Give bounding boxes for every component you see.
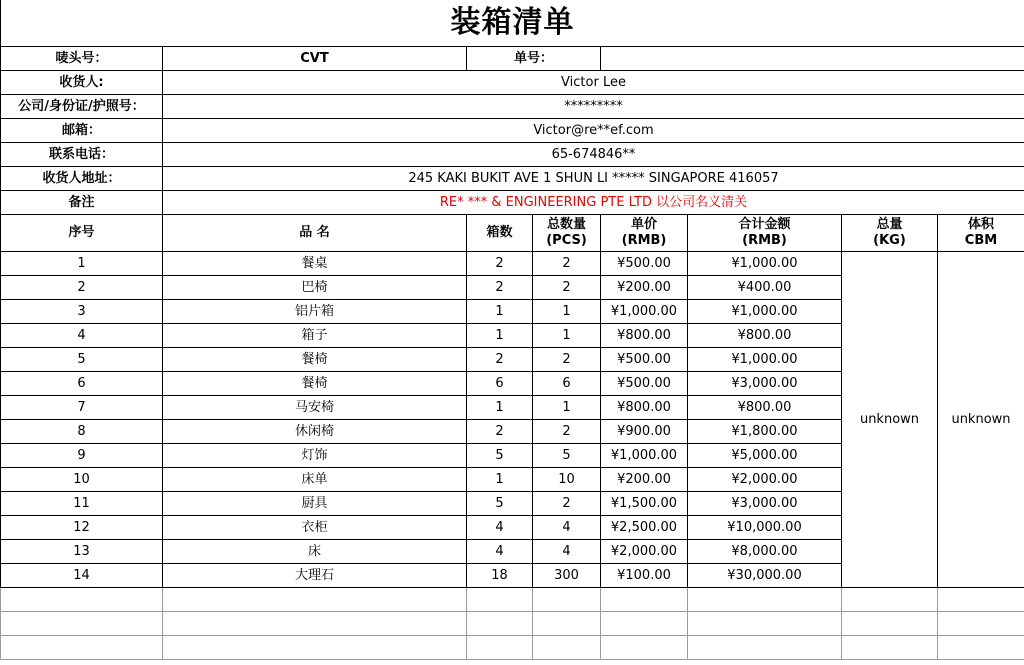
item-qty-cell[interactable]: 2 (533, 492, 601, 516)
item-qty-cell[interactable]: 1 (533, 324, 601, 348)
empty-cell[interactable] (533, 636, 601, 660)
item-qty-cell[interactable]: 2 (533, 276, 601, 300)
email-row (1, 119, 1024, 143)
item-amount-cell[interactable]: ¥1,000.00 (688, 348, 842, 372)
item-no-cell[interactable]: 9 (1, 444, 163, 468)
item-no-cell[interactable]: 7 (1, 396, 163, 420)
item-name-cell[interactable]: 巴椅 (163, 276, 467, 300)
item-price-cell[interactable]: ¥100.00 (601, 564, 688, 588)
phone-row (1, 143, 1024, 167)
item-amount-cell[interactable]: ¥8,000.00 (688, 540, 842, 564)
item-name-cell[interactable]: 休闲椅 (163, 420, 467, 444)
item-no-cell[interactable]: 11 (1, 492, 163, 516)
address-label: 收货人地址： (1, 167, 163, 191)
item-amount-cell[interactable]: ¥30,000.00 (688, 564, 842, 588)
item-name-cell[interactable]: 餐桌 (163, 252, 467, 276)
col-header-no: 序号 (1, 215, 163, 252)
item-price-cell[interactable]: ¥200.00 (601, 276, 688, 300)
item-qty-cell[interactable]: 2 (533, 420, 601, 444)
col-header-volume (938, 215, 1024, 252)
item-price-cell[interactable]: ¥2,500.00 (601, 516, 688, 540)
item-no-cell[interactable]: 12 (1, 516, 163, 540)
total-volume-cell[interactable]: unknown (938, 252, 1024, 588)
item-no-cell[interactable]: 14 (1, 564, 163, 588)
item-qty-cell[interactable]: 300 (533, 564, 601, 588)
item-name-cell[interactable]: 箱子 (163, 324, 467, 348)
item-price-cell[interactable]: ¥1,000.00 (601, 444, 688, 468)
item-boxes-cell[interactable]: 5 (467, 444, 533, 468)
item-name-cell[interactable]: 餐椅 (163, 348, 467, 372)
item-qty-cell[interactable]: 1 (533, 396, 601, 420)
item-price-cell[interactable]: ¥2,000.00 (601, 540, 688, 564)
item-boxes-cell[interactable]: 6 (467, 372, 533, 396)
phone-value-cell[interactable]: 65-674846** (163, 143, 1024, 167)
item-qty-cell[interactable]: 2 (533, 348, 601, 372)
empty-cell[interactable] (467, 588, 533, 612)
address-value-cell[interactable]: 245 KAKI BUKIT AVE 1 SHUN LI ***** SINGAPORE 416057 (163, 167, 1024, 191)
document-title: 装箱清单 (1, 0, 1024, 47)
empty-cell[interactable] (163, 588, 467, 612)
col-header-weight-line2: (KG) (873, 233, 906, 248)
empty-cell[interactable] (688, 636, 842, 660)
item-name-cell[interactable]: 厨具 (163, 492, 467, 516)
id-row (1, 95, 1024, 119)
item-boxes-cell[interactable]: 18 (467, 564, 533, 588)
item-amount-cell[interactable]: ¥10,000.00 (688, 516, 842, 540)
item-qty-cell[interactable]: 10 (533, 468, 601, 492)
item-amount-cell[interactable]: ¥800.00 (688, 396, 842, 420)
empty-cell[interactable] (601, 636, 688, 660)
item-qty-cell[interactable]: 4 (533, 540, 601, 564)
empty-cell[interactable] (688, 612, 842, 636)
address-row (1, 167, 1024, 191)
empty-row (1, 588, 1024, 612)
item-amount-cell[interactable]: ¥800.00 (688, 324, 842, 348)
item-qty-cell[interactable]: 4 (533, 516, 601, 540)
item-amount-cell[interactable]: ¥1,000.00 (688, 252, 842, 276)
col-header-qty-line1: 总数量 (546, 217, 586, 232)
remark-label: 备注 (1, 191, 163, 215)
col-header-volume-line2: CBM (964, 233, 998, 248)
item-no-cell[interactable]: 4 (1, 324, 163, 348)
col-header-qty (533, 215, 601, 252)
empty-cell[interactable] (938, 612, 1024, 636)
col-header-qty-line2: (PCS) (546, 233, 587, 248)
mark-value-cell[interactable]: CVT (163, 47, 467, 71)
item-boxes-cell[interactable]: 4 (467, 540, 533, 564)
order-value-cell[interactable] (601, 47, 1024, 71)
item-boxes-cell[interactable]: 2 (467, 252, 533, 276)
item-name-cell[interactable]: 大理石 (163, 564, 467, 588)
phone-label: 联系电话： (1, 143, 163, 167)
item-no-cell[interactable]: 1 (1, 252, 163, 276)
item-price-cell[interactable]: ¥500.00 (601, 348, 688, 372)
email-label: 邮箱： (1, 119, 163, 143)
item-no-cell[interactable]: 13 (1, 540, 163, 564)
id-value-cell[interactable]: ********* (163, 95, 1024, 119)
item-no-cell[interactable]: 3 (1, 300, 163, 324)
item-price-cell[interactable]: ¥800.00 (601, 324, 688, 348)
empty-cell[interactable] (467, 636, 533, 660)
item-amount-cell[interactable]: ¥5,000.00 (688, 444, 842, 468)
empty-cell[interactable] (601, 588, 688, 612)
item-price-cell[interactable]: ¥200.00 (601, 468, 688, 492)
consignee-row (1, 71, 1024, 95)
empty-cell[interactable] (842, 636, 938, 660)
item-amount-cell[interactable]: ¥400.00 (688, 276, 842, 300)
total-weight-cell[interactable]: unknown (842, 252, 938, 588)
item-name-cell[interactable]: 床 (163, 540, 467, 564)
item-boxes-cell[interactable]: 4 (467, 516, 533, 540)
item-boxes-cell[interactable]: 2 (467, 276, 533, 300)
item-qty-cell[interactable]: 1 (533, 300, 601, 324)
item-amount-cell[interactable]: ¥1,800.00 (688, 420, 842, 444)
col-header-amount-line1: 合计金额 (738, 217, 791, 232)
item-boxes-cell[interactable]: 1 (467, 468, 533, 492)
item-no-cell[interactable]: 8 (1, 420, 163, 444)
item-boxes-cell[interactable]: 1 (467, 324, 533, 348)
empty-cell[interactable] (163, 636, 467, 660)
item-name-cell[interactable]: 床单 (163, 468, 467, 492)
item-boxes-cell[interactable]: 2 (467, 420, 533, 444)
mark-row (1, 47, 1024, 71)
item-name-cell[interactable]: 餐椅 (163, 372, 467, 396)
col-header-boxes: 箱数 (467, 215, 533, 252)
item-price-cell[interactable]: ¥800.00 (601, 396, 688, 420)
item-boxes-cell[interactable]: 5 (467, 492, 533, 516)
item-amount-cell[interactable]: ¥3,000.00 (688, 372, 842, 396)
empty-cell[interactable] (688, 588, 842, 612)
item-boxes-cell[interactable]: 2 (467, 348, 533, 372)
item-name-cell[interactable]: 铝片箱 (163, 300, 467, 324)
col-header-price-line1: 单价 (630, 217, 657, 232)
empty-cell[interactable] (533, 612, 601, 636)
remark-value-cell[interactable]: RE* *** & ENGINEERING PTE LTD 以公司名义清关 (163, 191, 1024, 215)
item-no-cell[interactable]: 5 (1, 348, 163, 372)
col-header-price-line2: (RMB) (621, 233, 667, 248)
consignee-value-cell[interactable]: Victor Lee (163, 71, 1024, 95)
empty-cell[interactable] (1, 636, 163, 660)
col-header-amount (688, 215, 842, 252)
item-boxes-cell[interactable]: 1 (467, 300, 533, 324)
title-row (1, 0, 1024, 47)
empty-row (1, 612, 1024, 636)
order-label: 单号： (467, 47, 601, 71)
item-name-cell[interactable]: 衣柜 (163, 516, 467, 540)
empty-cell[interactable] (1, 588, 163, 612)
item-name-cell[interactable]: 灯饰 (163, 444, 467, 468)
empty-row (1, 636, 1024, 660)
item-boxes-cell[interactable]: 1 (467, 396, 533, 420)
column-header-row (1, 215, 1024, 252)
empty-cell[interactable] (467, 612, 533, 636)
col-header-amount-line2: (RMB) (742, 233, 787, 248)
item-price-cell[interactable]: ¥1,000.00 (601, 300, 688, 324)
item-name-cell[interactable]: 马安椅 (163, 396, 467, 420)
empty-cell[interactable] (163, 612, 467, 636)
consignee-label: 收货人: (1, 71, 163, 95)
empty-cell[interactable] (842, 588, 938, 612)
empty-cell[interactable] (938, 588, 1024, 612)
item-price-cell[interactable]: ¥500.00 (601, 252, 688, 276)
table-row (1, 252, 1024, 276)
item-price-cell[interactable]: ¥500.00 (601, 372, 688, 396)
col-header-price (601, 215, 688, 252)
item-no-cell[interactable]: 6 (1, 372, 163, 396)
col-header-weight-line1: 总量 (876, 217, 903, 232)
item-qty-cell[interactable]: 2 (533, 252, 601, 276)
col-header-weight (842, 215, 938, 252)
remark-row (1, 191, 1024, 215)
item-no-cell[interactable]: 2 (1, 276, 163, 300)
item-amount-cell[interactable]: ¥1,000.00 (688, 300, 842, 324)
item-price-cell[interactable]: ¥900.00 (601, 420, 688, 444)
empty-cell[interactable] (842, 612, 938, 636)
item-price-cell[interactable]: ¥1,500.00 (601, 492, 688, 516)
empty-cell[interactable] (601, 612, 688, 636)
col-header-name: 品 名 (163, 215, 467, 252)
col-header-volume-line1: 体积 (967, 217, 994, 232)
item-amount-cell[interactable]: ¥3,000.00 (688, 492, 842, 516)
item-no-cell[interactable]: 10 (1, 468, 163, 492)
item-amount-cell[interactable]: ¥2,000.00 (688, 468, 842, 492)
empty-cell[interactable] (938, 636, 1024, 660)
empty-cell[interactable] (533, 588, 601, 612)
email-value-cell[interactable]: Victor@re**ef.com (163, 119, 1024, 143)
item-qty-cell[interactable]: 6 (533, 372, 601, 396)
item-qty-cell[interactable]: 5 (533, 444, 601, 468)
id-label: 公司/身份证/护照号： (1, 95, 163, 119)
empty-cell[interactable] (1, 612, 163, 636)
mark-label: 唛头号： (1, 47, 163, 71)
